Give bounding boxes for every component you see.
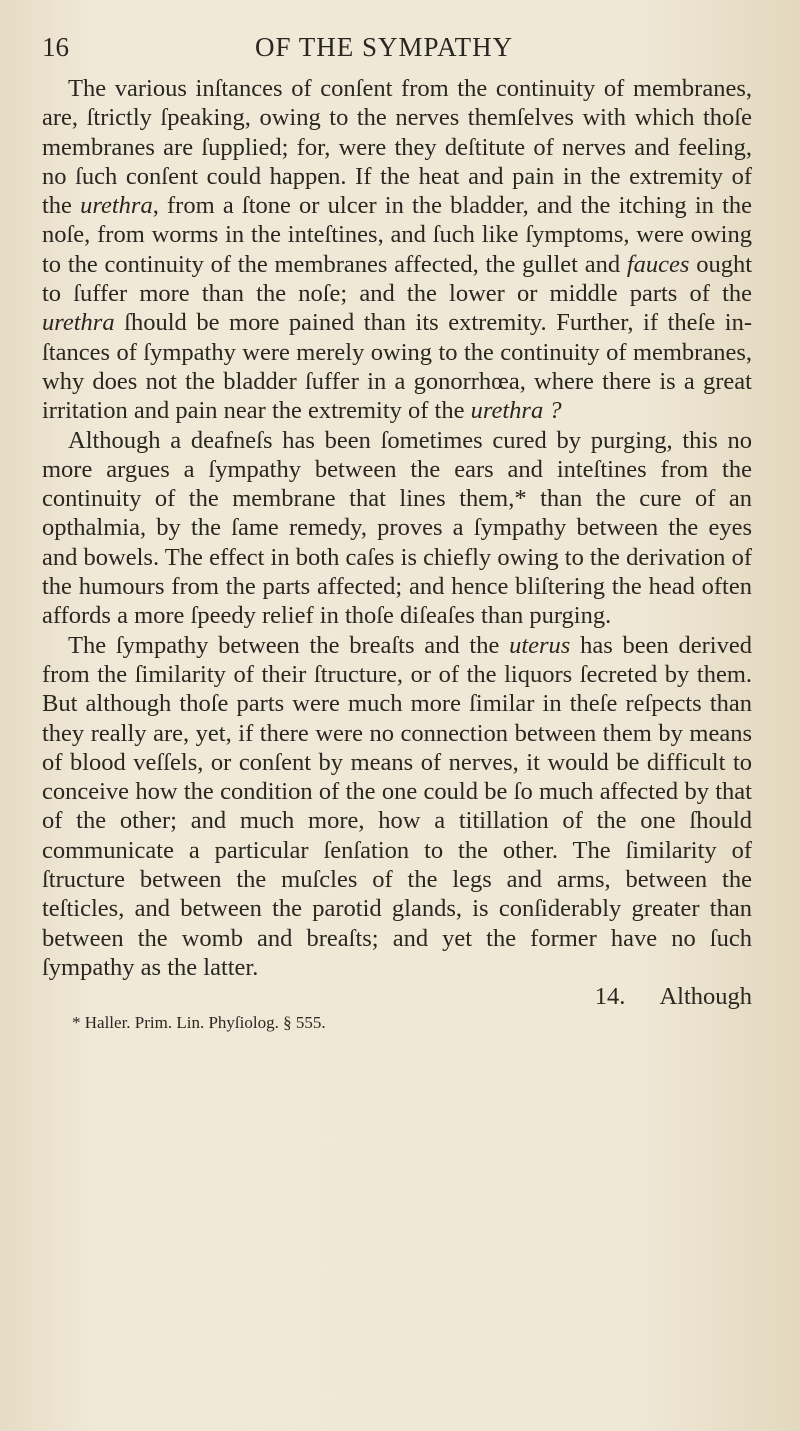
body-text (42, 74, 752, 982)
text-run: , from a ſtone or ulcer in the bladder, and the itching in the noſe, from worms in the inteſtines, and ſuch like ſymptoms, were owing to the continuity of the membranes affected, the gullet and (42, 192, 753, 278)
text-run: ſhould be more pained than its extremity. Further, if theſe inſtances of ſympathy were merely owing to the continuity of membranes, why does not the bladder ſuffer in a gonorrhœa, where there is a great irritation and pain near the extremity of the (42, 309, 752, 425)
running-title: OF THE SYMPATHY (255, 32, 514, 62)
text-run: ought to ſuffer more than the noſe; and the lower or middle parts of the (42, 250, 753, 308)
paragraph (42, 74, 752, 426)
paragraph (42, 631, 752, 983)
text-run: Although a deafneſs has been ſometimes cured by purging, this no more argues a ſympathy between the ears and inteſtines from the continuity of the membrane that lines them,* than the cure of an opthalmia, by the ſame remedy, proves a ſympathy between the eyes and bowels. The effect in both caſes is chiefly owing to the derivation of the humours from the parts affected; and hence bliſtering the head often affords a more ſpeedy relief in thoſe diſeaſes than purging. (42, 426, 752, 630)
section-number: 14. (594, 983, 626, 1011)
text-run: The various inſtances of conſent from the continuity of membranes, are, ſtrictly ſpeaking, owing to the nerves themſelves with which thoſe membranes are ſupplied; for, were they deſtitute of nerves and feeling, no ſuch conſent could happen. If the heat and pain in the extremity of the (42, 75, 752, 220)
italic-text: urethra (80, 192, 153, 220)
italic-text: urethra ? (470, 397, 562, 425)
italic-text: fauces (626, 250, 690, 278)
text-run: has been derived from the ſimilarity of their ſtructure, or of the liquors ſecreted by them. But although thoſe parts were much more ſimilar in theſe reſpects than they really are, yet, if there were no connection between them by means of blood veſſels, or conſent by means of nerves, it would be difficult to conceive how the condition of the one could be ſo much affected by that of the other; and much more, how a titillation of the one ſhould communicate a particular ſenſation to the other. The ſimilarity of ſtructure between the muſcles of the legs and arms, between the teſticles, and between the parotid glands, is conſiderably greater than between the womb and breaſts; and yet the former have no ſuch ſympathy as the latter. (42, 631, 752, 981)
paragraph (42, 426, 752, 631)
text-run: The ſympathy between the breaſts and the (68, 631, 510, 659)
italic-text: urethra (42, 309, 115, 337)
italic-text: uterus (509, 631, 571, 659)
running-head (42, 30, 752, 70)
catchword-line (42, 982, 752, 1012)
catchword: Although (659, 983, 752, 1011)
page-number: 16 (42, 32, 69, 62)
footnote: * Haller. Prim. Lin. Phyſiolog. § 555. (72, 1013, 326, 1033)
